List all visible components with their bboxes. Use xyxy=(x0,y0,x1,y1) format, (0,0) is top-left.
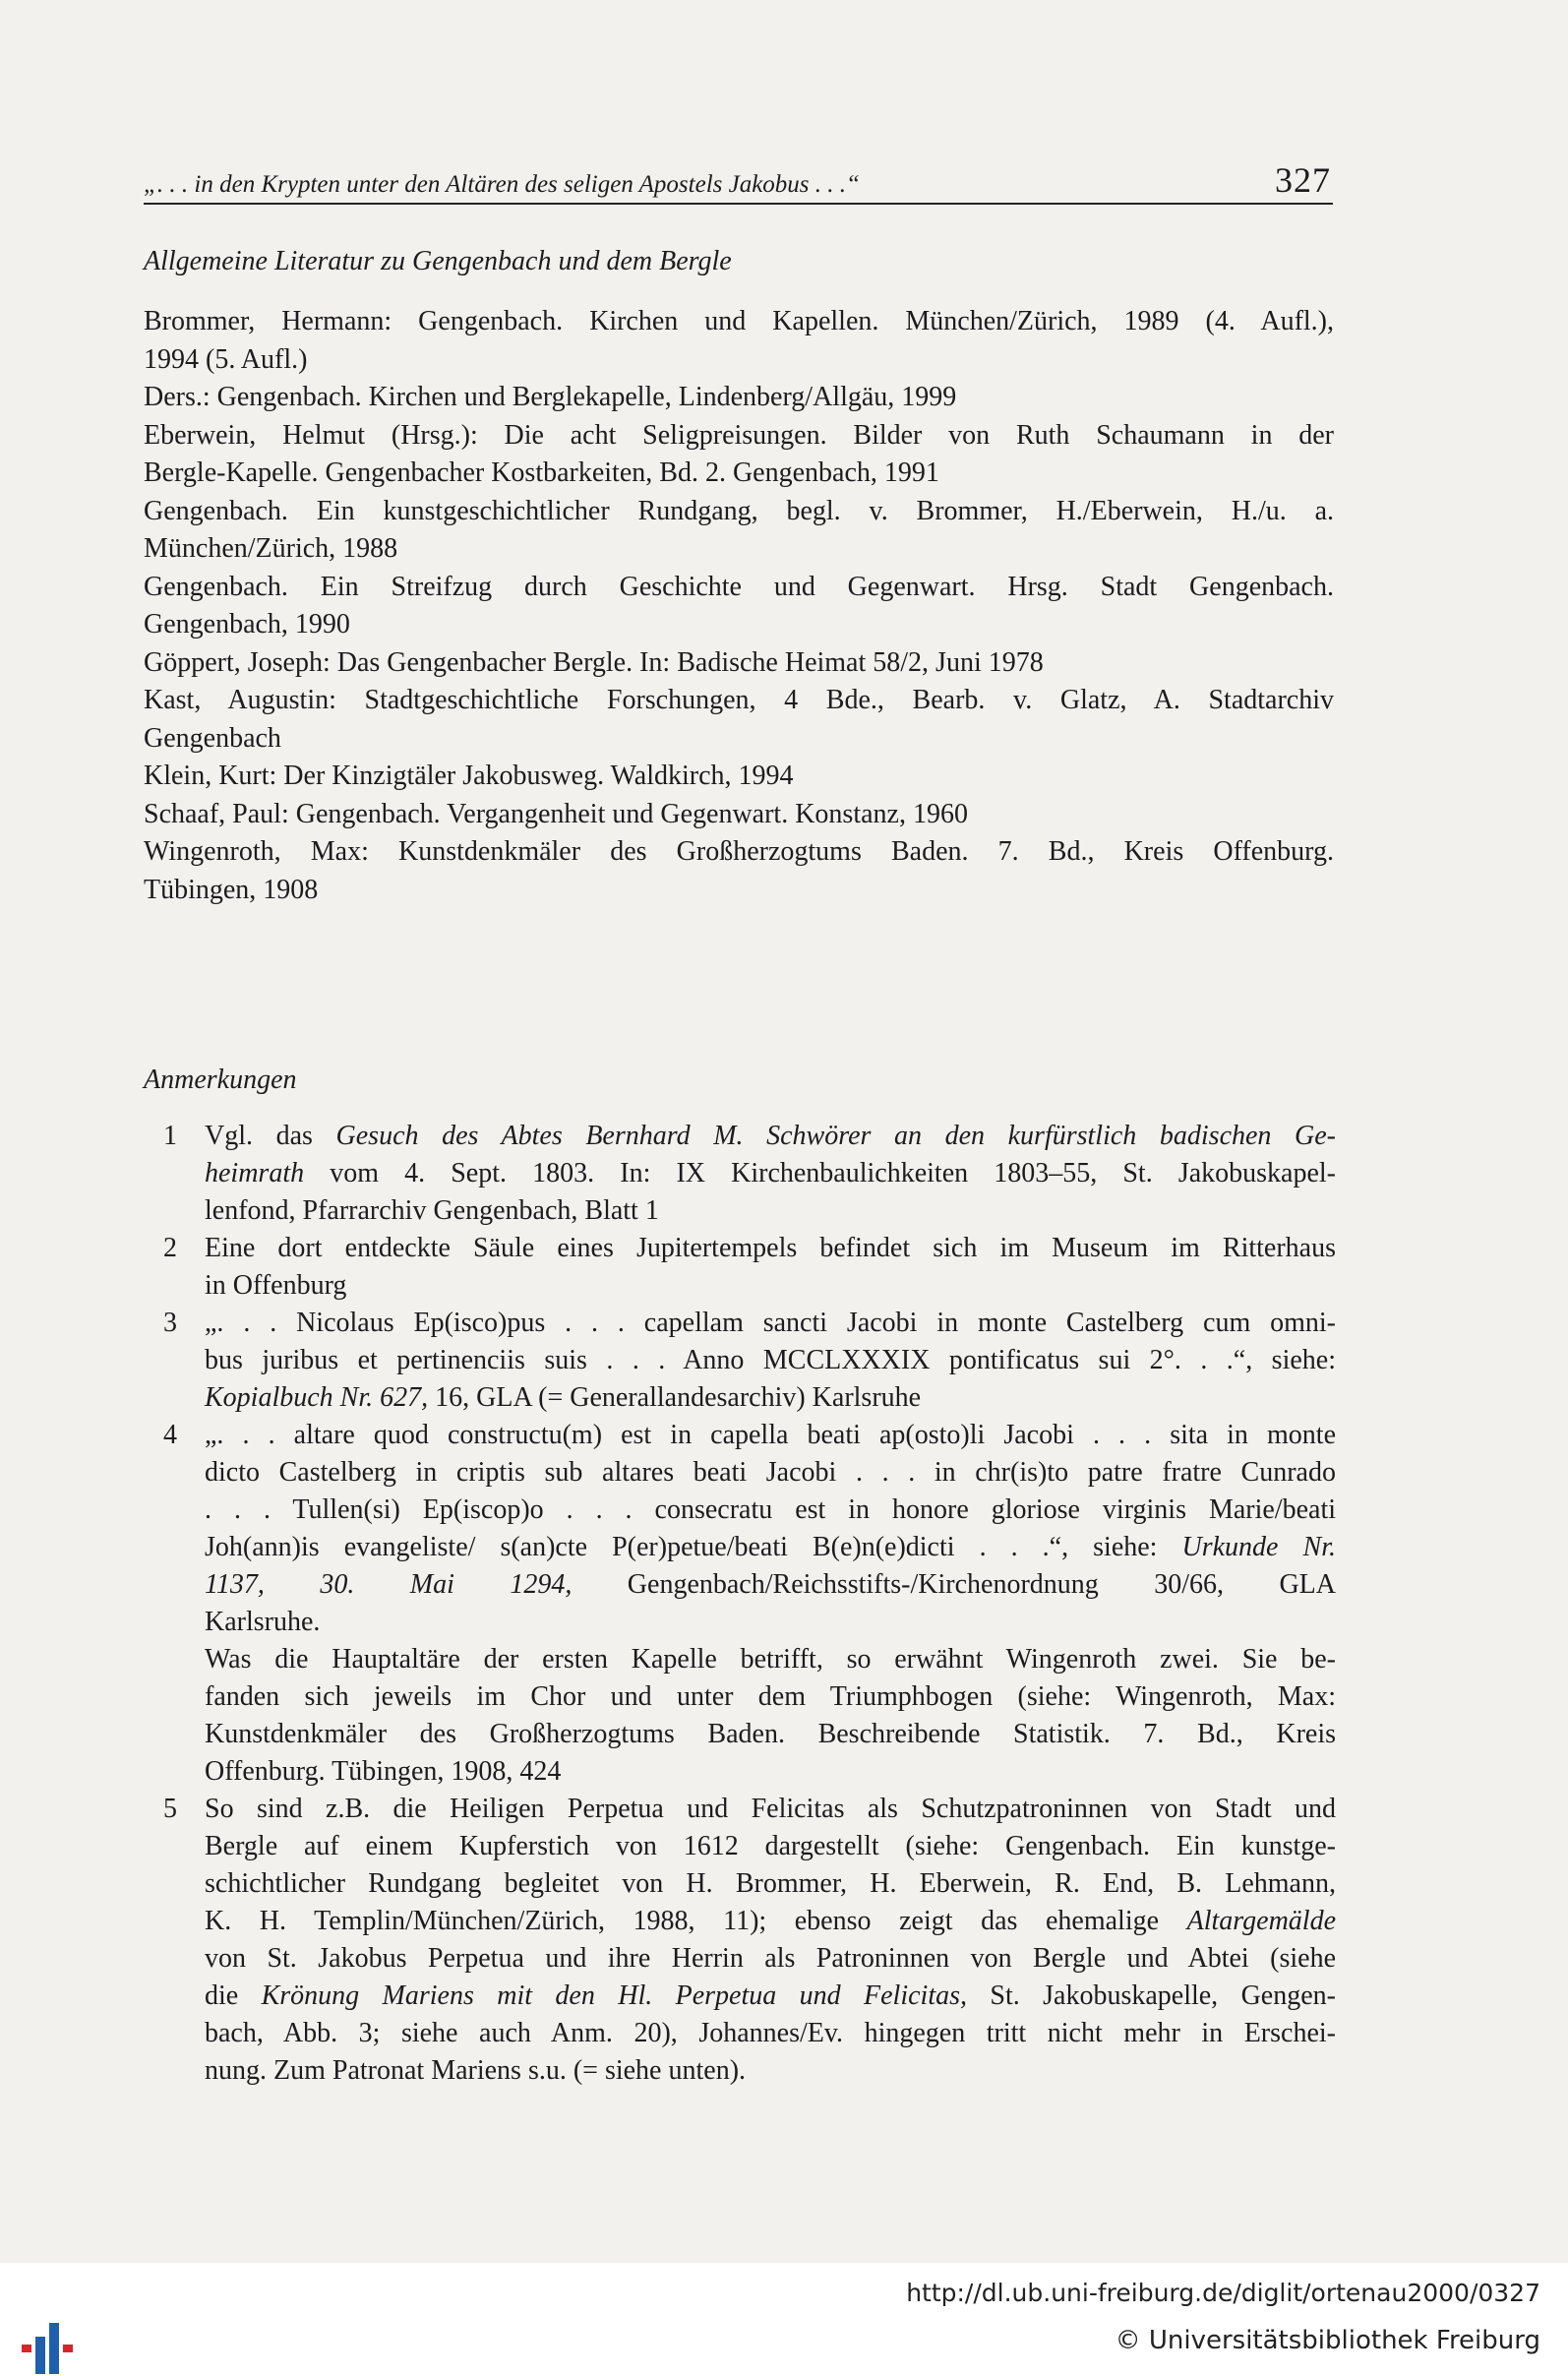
text-run-italic: Krönung Mariens mit den Hl. Perpetua und Felicitas, xyxy=(261,1980,967,2011)
note-line xyxy=(205,1379,1336,1417)
text-run: K. H. Templin/München/Zürich, 1988, 11); ebenso zeigt das ehemalige xyxy=(205,1906,1187,1936)
entry-line: Schaaf, Paul: Gengenbach. Vergangenheit und Gegenwart. Konstanz, 1960 xyxy=(144,798,968,829)
note-text xyxy=(205,1230,1336,1305)
note-number: 3 xyxy=(163,1308,177,1338)
note-5 xyxy=(144,1791,1336,2090)
note-line: Was die Hauptaltäre der ersten Kapelle betrifft, so erwähnt Wingenroth zwei. Sie be- xyxy=(205,1644,1336,1675)
note-line: „. . . altare quod constructu(m) est in capella beati ap(osto)li Jacobi . . . sita in monte xyxy=(205,1420,1336,1450)
note-line: nung. Zum Patronat Mariens s.u. (= siehe unten). xyxy=(205,2055,747,2086)
entry-line: Brommer, Hermann: Gengenbach. Kirchen und Kapellen. München/Zürich, 1989 (4. Aufl.), xyxy=(144,306,1334,336)
note-line xyxy=(205,1903,1336,1940)
note-line: So sind z.B. die Heiligen Perpetua und Felicitas als Schutzpatroninnen von Stadt und xyxy=(205,1794,1336,1824)
text-run-italic: Kopialbuch Nr. 627, xyxy=(205,1382,429,1413)
literature-heading: Allgemeine Literatur zu Gengenbach und dem Bergle xyxy=(144,246,732,276)
literature-entry xyxy=(144,758,1334,796)
entry-line: Gengenbach. Ein kunstgeschichtlicher Rundgang, begl. v. Brommer, H./Eberwein, H./u. a. xyxy=(144,495,1334,526)
page-number: 327 xyxy=(1275,160,1331,200)
note-line: dicto Castelberg in criptis sub altares beati Jacobi . . . in chr(is)to patre fratre Cunrado xyxy=(205,1457,1336,1488)
note-line: Bergle auf einem Kupferstich von 1612 dargestellt (siehe: Gengenbach. Ein kunstge- xyxy=(205,1831,1336,1861)
entry-line: Gengenbach, 1990 xyxy=(144,609,350,640)
copyright-notice: © Universitätsbibliothek Freiburg xyxy=(1115,2326,1540,2355)
note-line: bus juribus et pertinenciis suis . . . Anno MCCLXXXIX pontificatus sui 2°. . .“, siehe: xyxy=(205,1345,1336,1375)
entry-line: Göppert, Joseph: Das Gengenbacher Bergle. In: Badische Heimat 58/2, Juni 1978 xyxy=(144,646,1044,678)
note-line xyxy=(205,1529,1336,1566)
literature-entry xyxy=(144,796,1334,834)
note-line: fanden sich jeweils im Chor und unter dem Triumphbogen (siehe: Wingenroth, Max: xyxy=(205,1681,1336,1712)
text-run: Joh(ann)is evangeliste/ s(an)cte P(er)petue/beati B(e)n(e)dicti . . .“, siehe: xyxy=(205,1532,1182,1562)
literature-entry xyxy=(144,644,1334,683)
note-line: bach, Abb. 3; siehe auch Anm. 20), Johannes/Ev. hingegen tritt nicht mehr in Erschei- xyxy=(205,2018,1336,2048)
ub-freiburg-logo-icon xyxy=(20,2323,98,2374)
note-line xyxy=(205,1155,1336,1192)
text-run: 16, GLA (= Generallandesarchiv) Karlsruhe xyxy=(428,1382,922,1413)
entry-line: Gengenbach xyxy=(144,722,281,754)
note-line xyxy=(205,1978,1336,2015)
note-number: 5 xyxy=(163,1794,177,1824)
note-line: „. . . Nicolaus Ep(isco)pus . . . capellam sancti Jacobi in monte Castelberg cum omni- xyxy=(205,1308,1336,1338)
note-3 xyxy=(144,1305,1336,1417)
text-run: Gengenbach/Reichsstifts-/Kirchenordnung 30/66, GLA xyxy=(572,1569,1336,1600)
note-line: Offenburg. Tübingen, 1908, 424 xyxy=(205,1756,562,1787)
note-line: Karlsruhe. xyxy=(205,1607,321,1637)
note-line: in Offenburg xyxy=(205,1270,347,1301)
note-number: 2 xyxy=(163,1233,177,1263)
text-run: vom 4. Sept. 1803. In: IX Kirchenbaulichkeiten 1803–55, St. Jakobuskapel- xyxy=(304,1158,1336,1188)
literature-entry xyxy=(144,493,1334,569)
text-run-italic: 1137, 30. Mai 1294, xyxy=(205,1569,573,1600)
notes-list xyxy=(144,1118,1336,2090)
entry-line: Ders.: Gengenbach. Kirchen und Berglekapelle, Lindenberg/Allgäu, 1999 xyxy=(144,382,957,412)
note-line xyxy=(205,1566,1336,1604)
note-number: 4 xyxy=(163,1420,177,1450)
entry-line: Bergle-Kapelle. Gengenbacher Kostbarkeiten, Bd. 2. Gengenbach, 1991 xyxy=(144,457,939,488)
text-run: Vgl. das xyxy=(205,1121,336,1151)
literature-entry xyxy=(144,379,1334,417)
entry-line: München/Zürich, 1988 xyxy=(144,533,398,564)
notes-heading: Anmerkungen xyxy=(144,1065,297,1095)
note-4 xyxy=(144,1417,1336,1791)
note-line: von St. Jakobus Perpetua und ihre Herrin als Patroninnen von Bergle und Abtei (siehe xyxy=(205,1943,1336,1974)
page-header xyxy=(144,153,1333,205)
literature-entry xyxy=(144,682,1334,758)
note-line: Eine dort entdeckte Säule eines Jupitertempels befindet sich im Museum im Ritterhaus xyxy=(205,1233,1336,1263)
literature-entry xyxy=(144,833,1334,909)
note-text xyxy=(205,1305,1336,1417)
text-run-italic: Altargemälde xyxy=(1186,1906,1336,1936)
literature-entry xyxy=(144,569,1334,644)
note-text xyxy=(205,1417,1336,1791)
note-line: schichtlicher Rundgang begleitet von H. Brommer, H. Eberwein, R. End, B. Lehmann, xyxy=(205,1868,1336,1899)
note-line: Kunstdenkmäler des Großherzogtums Baden. Beschreibende Statistik. 7. Bd., Kreis xyxy=(205,1719,1336,1749)
note-text xyxy=(205,1118,1336,1230)
literature-entry xyxy=(144,303,1334,379)
entry-line: Eberwein, Helmut (Hrsg.): Die acht Seligpreisungen. Bilder von Ruth Schaumann in der xyxy=(144,419,1334,451)
note-line: . . . Tullen(si) Ep(iscop)o . . . consecratu est in honore gloriose virginis Marie/beati xyxy=(205,1494,1336,1525)
text-run: die xyxy=(205,1980,262,2011)
entry-line: 1994 (5. Aufl.) xyxy=(144,343,308,375)
entry-line: Tübingen, 1908 xyxy=(144,874,319,905)
text-run-italic: heimrath xyxy=(205,1158,305,1188)
note-line: lenfond, Pfarrarchiv Gengenbach, Blatt 1 xyxy=(205,1195,659,1226)
text-run-italic: Gesuch des Abtes Bernhard M. Schwörer an den kurfürstlich badischen Ge- xyxy=(335,1121,1336,1151)
note-line xyxy=(205,1118,1336,1155)
note-number: 1 xyxy=(163,1121,177,1151)
text-run: St. Jakobuskapelle, Gengen- xyxy=(967,1980,1336,2011)
entry-line: Gengenbach. Ein Streifzug durch Geschichte und Gegenwart. Hrsg. Stadt Gengenbach. xyxy=(144,571,1334,602)
permalink-url[interactable]: http://dl.ub.uni-freiburg.de/diglit/ortenau2000/0327 xyxy=(906,2279,1540,2307)
note-2 xyxy=(144,1230,1336,1305)
entry-line: Wingenroth, Max: Kunstdenkmäler des Großherzogtums Baden. 7. Bd., Kreis Offenburg. xyxy=(144,836,1334,867)
entry-line: Kast, Augustin: Stadtgeschichtliche Forschungen, 4 Bde., Bearb. v. Glatz, A. Stadtarchiv xyxy=(144,685,1334,715)
literature-list xyxy=(144,303,1334,909)
note-1 xyxy=(144,1118,1336,1230)
note-text xyxy=(205,1791,1336,2090)
literature-entry xyxy=(144,417,1334,493)
running-title: „. . . in den Krypten unter den Altären des seligen Apostels Jakobus . . .“ xyxy=(144,171,860,198)
entry-line: Klein, Kurt: Der Kinzigtäler Jakobusweg. Waldkirch, 1994 xyxy=(144,761,794,791)
text-run-italic: Urkunde Nr. xyxy=(1181,1532,1336,1562)
